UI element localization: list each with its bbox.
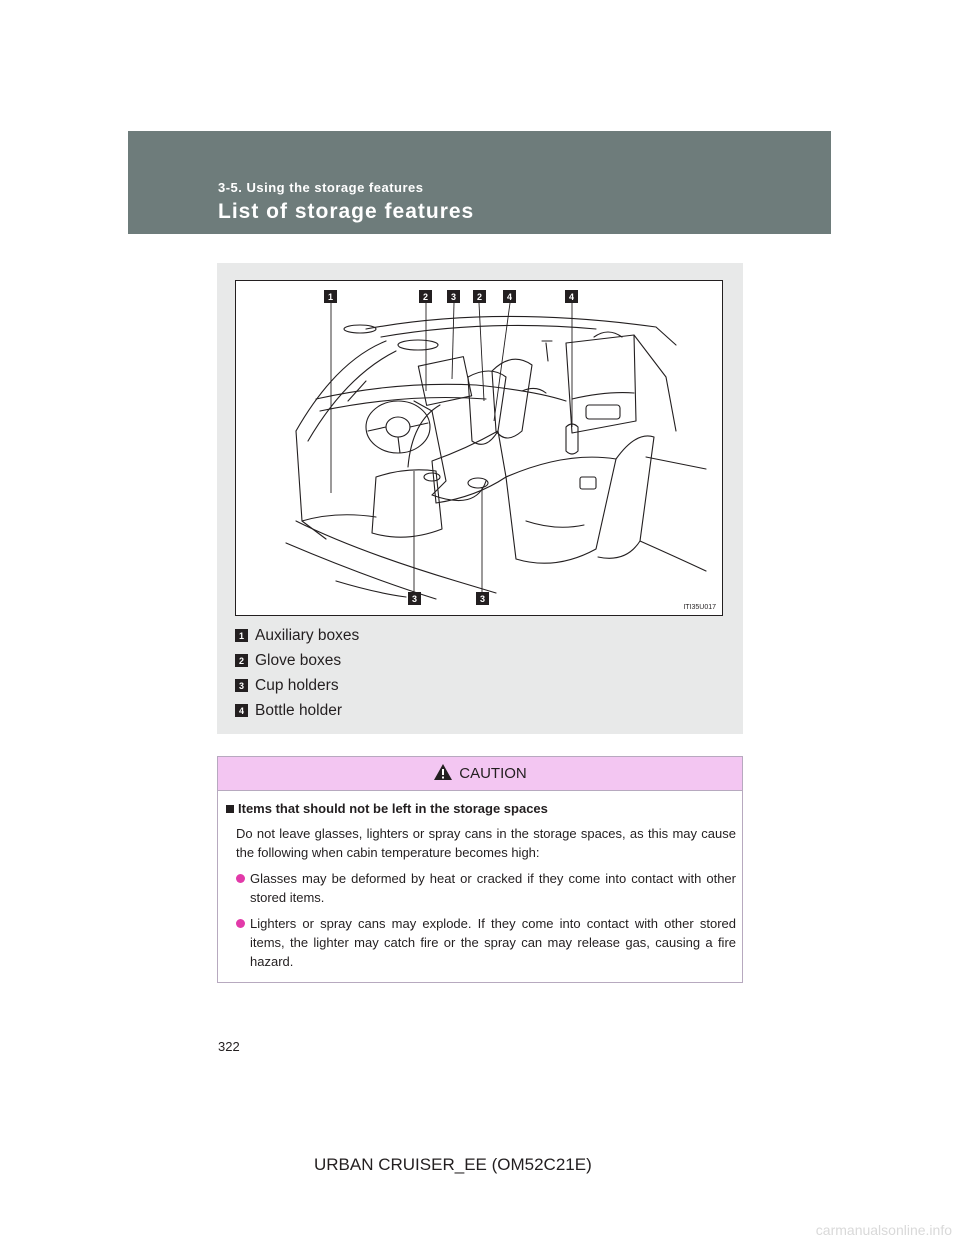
callout-label: 3 bbox=[450, 292, 457, 302]
page-title: List of storage features bbox=[218, 200, 475, 223]
callout-label: 2 bbox=[476, 292, 483, 302]
car-interior-drawing bbox=[236, 281, 722, 615]
callout-label: 4 bbox=[568, 292, 575, 302]
legend-item bbox=[235, 623, 359, 648]
caution-bullet bbox=[236, 914, 736, 971]
legend-list bbox=[235, 623, 359, 723]
number-badge: 1 bbox=[235, 629, 248, 642]
callout-label: 3 bbox=[479, 594, 486, 604]
caution-bullet bbox=[236, 869, 736, 907]
callout-label: 4 bbox=[506, 292, 513, 302]
legend-label: Bottle holder bbox=[255, 701, 343, 719]
number-badge: 2 bbox=[235, 654, 248, 667]
caution-heading-text: Items that should not be left in the storage spaces bbox=[238, 801, 548, 816]
caution-intro: Do not leave glasses, lighters or spray cans in the storage spaces, as this may cause the following when cabin temperature becomes high: bbox=[236, 826, 736, 860]
number-badge: 3 bbox=[235, 679, 248, 692]
bullet-dot-icon bbox=[236, 919, 245, 928]
caution-header bbox=[218, 757, 742, 791]
callout-label: 1 bbox=[327, 292, 334, 302]
caution-heading bbox=[226, 801, 736, 816]
caution-body bbox=[218, 791, 742, 971]
legend-item bbox=[235, 673, 359, 698]
figure-panel bbox=[217, 263, 743, 734]
car-interior-illustration bbox=[235, 280, 723, 616]
legend-label: Glove boxes bbox=[255, 651, 342, 669]
image-code: ITI35U017 bbox=[683, 604, 716, 611]
page-number: 322 bbox=[218, 1039, 240, 1054]
legend-item bbox=[235, 698, 359, 723]
caution-bullet-text: Lighters or spray cans may explode. If they come into contact with other stored items, the lighter may catch fire or the spray can may release gas, causing a fire hazard. bbox=[250, 916, 736, 969]
caution-title: CAUTION bbox=[459, 765, 527, 782]
section-label: 3-5. Using the storage features bbox=[218, 180, 424, 195]
callout-label: 2 bbox=[422, 292, 429, 302]
watermark: carmanualsonline.info bbox=[815, 1222, 952, 1238]
footer-model-code: URBAN CRUISER_EE (OM52C21E) bbox=[314, 1155, 592, 1174]
bullet-dot-icon bbox=[236, 874, 245, 883]
legend-label: Auxiliary boxes bbox=[255, 626, 360, 644]
legend-item bbox=[235, 648, 359, 673]
callout-label: 3 bbox=[411, 594, 418, 604]
square-bullet-icon bbox=[226, 805, 234, 813]
warning-triangle-icon bbox=[433, 763, 453, 785]
caution-box bbox=[217, 756, 743, 983]
legend-label: Cup holders bbox=[255, 676, 339, 694]
caution-bullet-text: Glasses may be deformed by heat or cracked if they come into contact with other stored items. bbox=[250, 871, 736, 905]
number-badge: 4 bbox=[235, 704, 248, 717]
